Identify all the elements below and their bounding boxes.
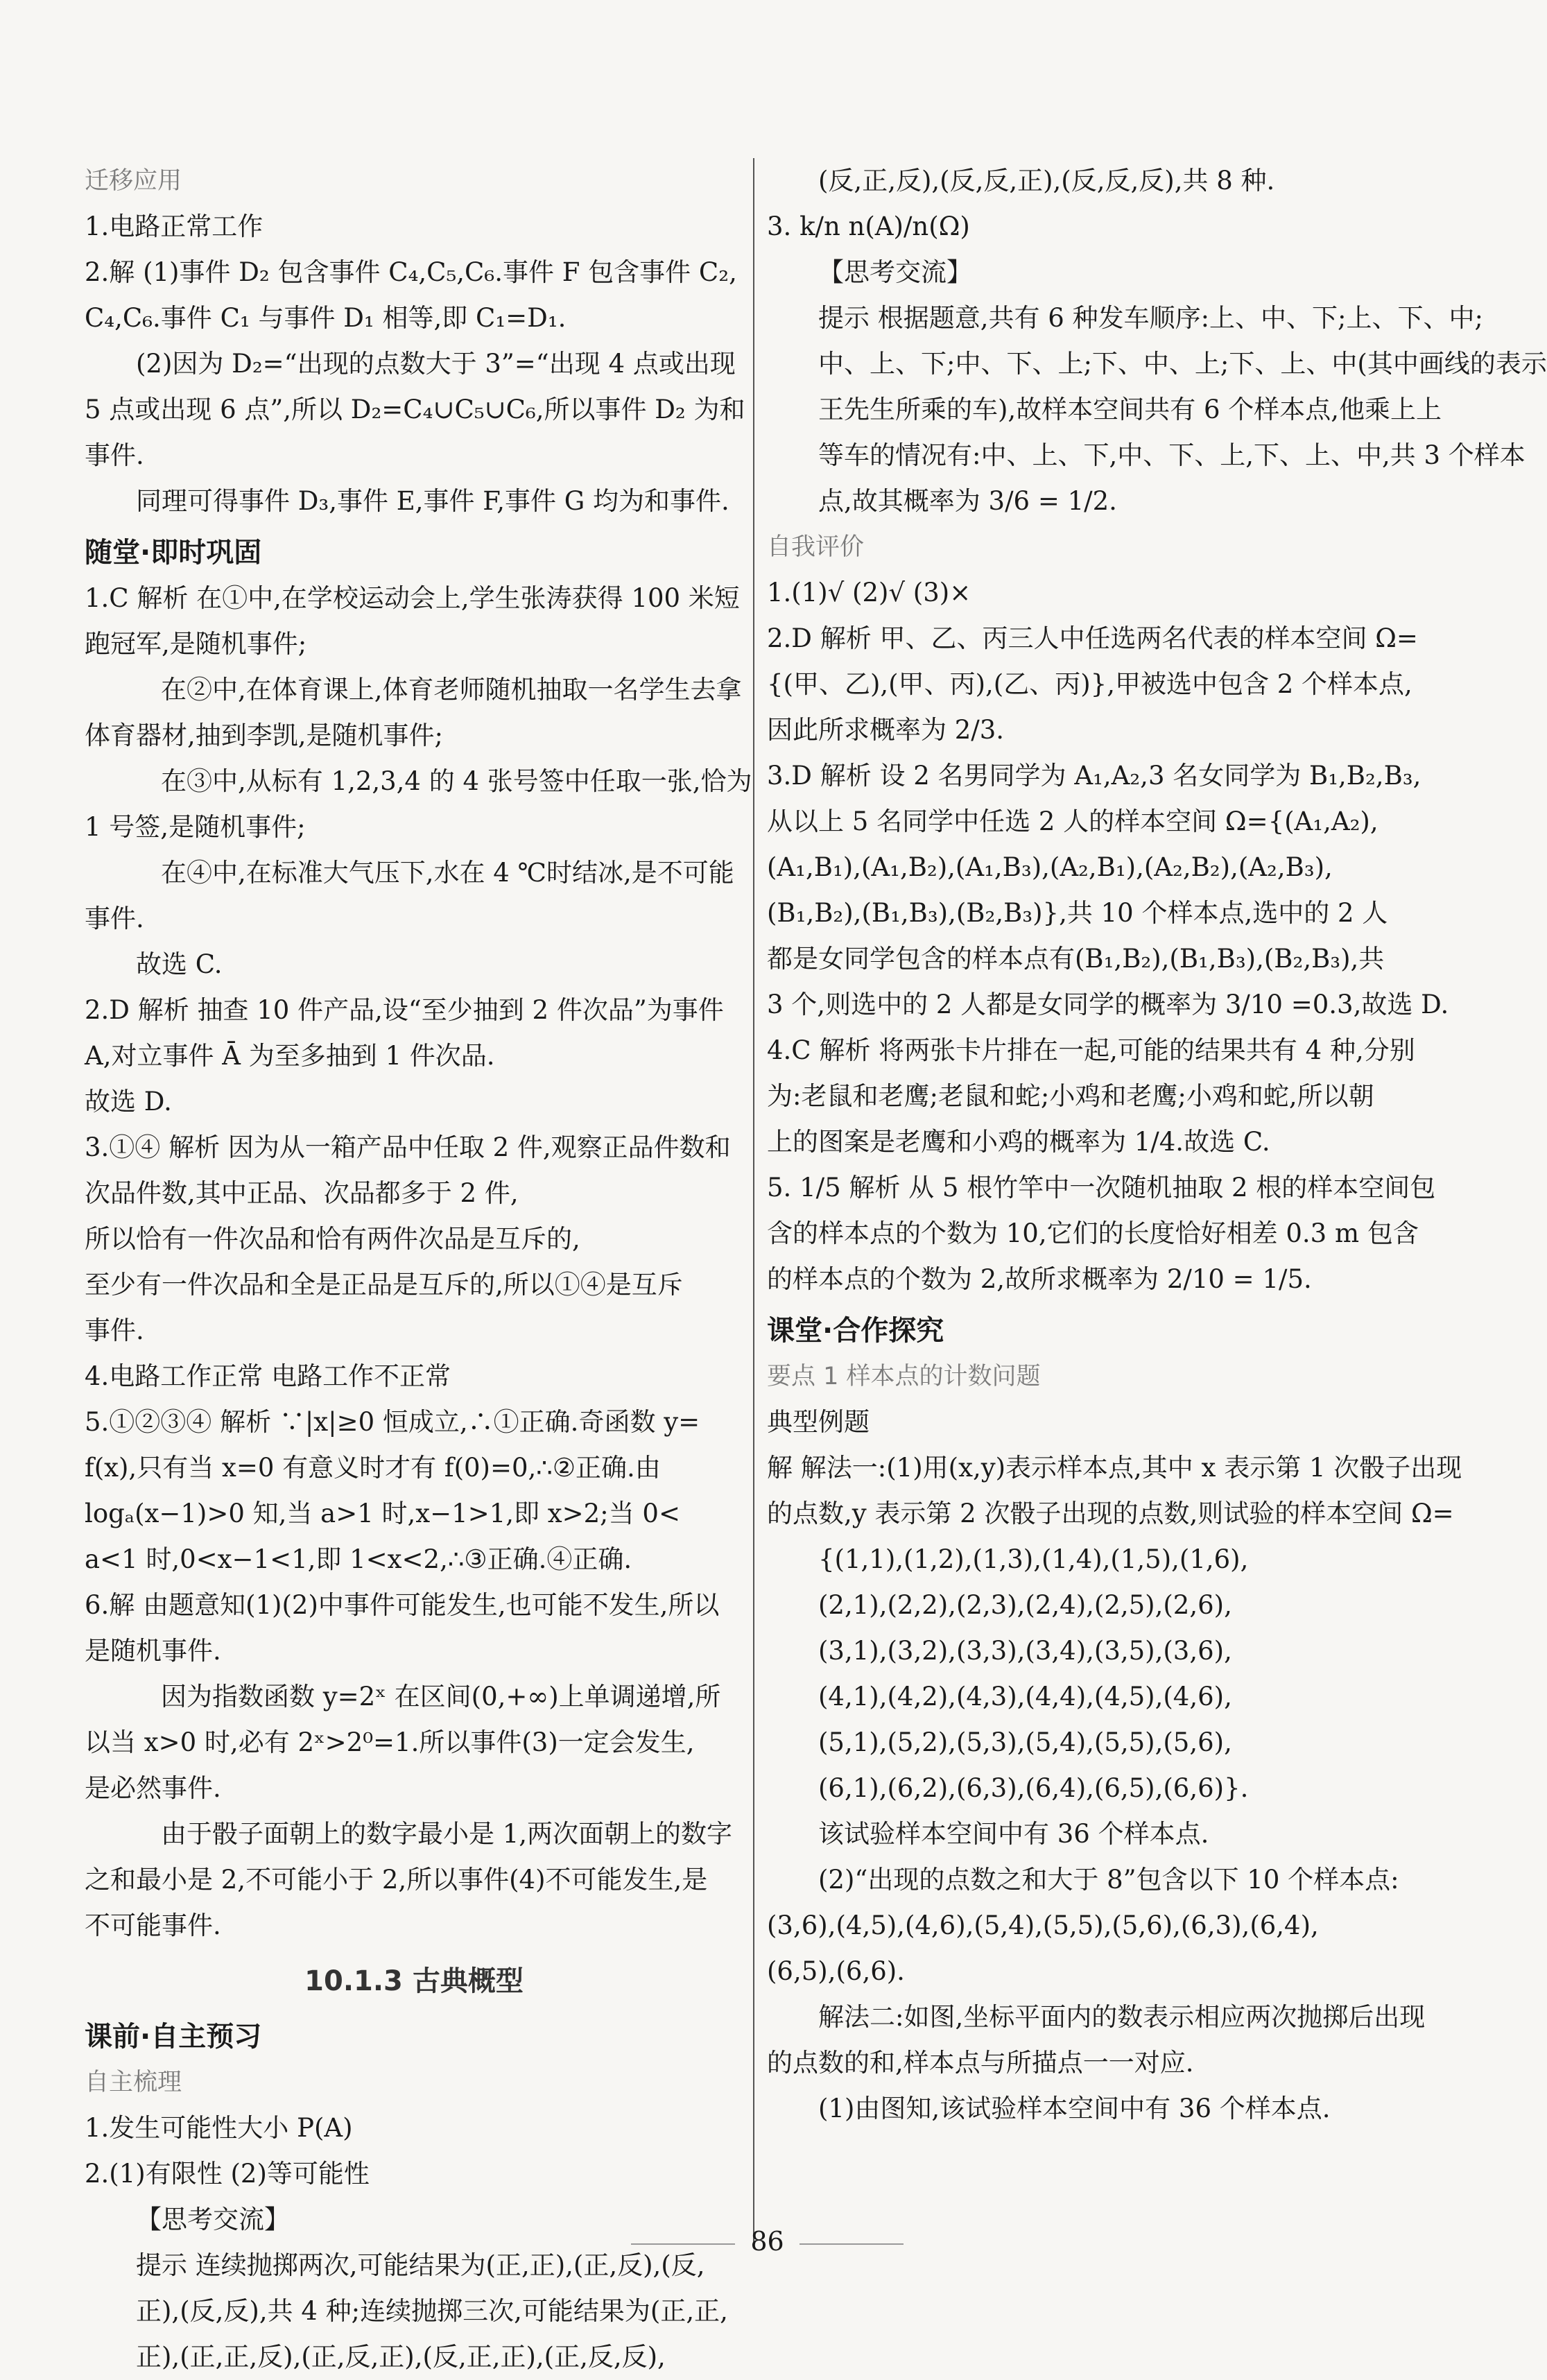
text-line: 2.D 解析 甲、乙、丙三人中任选两名代表的样本空间 Ω= <box>767 623 1418 653</box>
text-line: 正),(正,正,反),(正,反,正),(反,正,正),(正,反,反), <box>136 2342 666 2372</box>
page-number: 86 <box>750 2226 784 2257</box>
text-line: (3,1),(3,2),(3,3),(3,4),(3,5),(3,6), <box>818 1636 1232 1666</box>
text-line: 事件. <box>85 904 144 933</box>
text-line: (1)由图知,该试验样本空间中有 36 个样本点. <box>818 2094 1331 2123</box>
text-line: 2.D 解析 抽查 10 件产品,设“至少抽到 2 件次品”为事件 <box>85 995 724 1025</box>
text-line: 故选 C. <box>136 949 223 979</box>
text-line: 点,故其概率为 3/6 = 1/2. <box>818 486 1117 516</box>
text-line: (6,5),(6,6). <box>767 1956 905 1986</box>
text-line: 上的图案是老鹰和小鸡的概率为 1/4.故选 C. <box>767 1127 1270 1157</box>
text-line: 3.D 解析 设 2 名男同学为 A₁,A₂,3 名女同学为 B₁,B₂,B₃, <box>767 761 1421 791</box>
text-line: (6,1),(6,2),(6,3),(6,4),(6,5),(6,6)}. <box>818 1773 1249 1803</box>
chapter-title: 10.1.3 古典概型 <box>304 1965 524 1997</box>
text-line: 至少有一件次品和全是正品是互斥的,所以①④是互斥 <box>85 1270 683 1300</box>
text-line: 的样本点的个数为 2,故所求概率为 2/10 = 1/5. <box>767 1264 1312 1294</box>
text-line: 在②中,在体育课上,体育老师随机抽取一名学生去拿 <box>161 675 742 705</box>
text-line: 都是女同学包含的样本点有(B₁,B₂),(B₁,B₃),(B₂,B₃),共 <box>767 944 1385 974</box>
text-line: (2)因为 D₂=“出现的点数大于 3”=“出现 4 点或出现 <box>136 349 736 379</box>
subsection-label: 迁移应用 <box>85 167 182 195</box>
text-line: (反,正,反),(反,反,正),(反,反,反),共 8 种. <box>818 166 1275 196</box>
text-line: 次品件数,其中正品、次品都多于 2 件, <box>85 1178 519 1208</box>
text-line: 事件. <box>85 440 144 470</box>
text-line: 为:老鼠和老鹰;老鼠和蛇;小鸡和老鹰;小鸡和蛇,所以朝 <box>767 1081 1374 1111</box>
text-line: 故选 D. <box>85 1087 172 1116</box>
text-line: 3.①④ 解析 因为从一箱产品中任取 2 件,观察正品件数和 <box>85 1132 731 1162</box>
text-line: 所以恰有一件次品和恰有两件次品是互斥的, <box>85 1224 580 1254</box>
subsection-label: 要点 1 样本点的计数问题 <box>767 1363 1041 1390</box>
section-heading: 课堂·合作探究 <box>767 1315 944 1347</box>
section-heading: 随堂·即时巩固 <box>85 537 262 569</box>
text-line: {(甲、乙),(甲、丙),(乙、丙)},甲被选中包含 2 个样本点, <box>767 669 1412 699</box>
text-line: (2,1),(2,2),(2,3),(2,4),(2,5),(2,6), <box>818 1590 1232 1620</box>
text-line: (B₁,B₂),(B₁,B₃),(B₂,B₃)},共 10 个样本点,选中的 2 人 <box>767 898 1388 928</box>
text-line: 解 解法一:(1)用(x,y)表示样本点,其中 x 表示第 1 次骰子出现 <box>767 1453 1462 1483</box>
text-line: 以当 x>0 时,必有 2ˣ>2⁰=1.所以事件(3)一定会发生, <box>85 1727 695 1757</box>
text-line: 事件. <box>85 1316 144 1345</box>
left-column <box>85 158 752 2380</box>
text-line: 含的样本点的个数为 10,它们的长度恰好相差 0.3 m 包含 <box>767 1218 1419 1248</box>
text-line: (A₁,B₁),(A₁,B₂),(A₁,B₃),(A₂,B₁),(A₂,B₂),(A₂,B₃), <box>767 852 1333 882</box>
text-line: 2.解 (1)事件 D₂ 包含事件 C₄,C₅,C₆.事件 F 包含事件 C₂, <box>85 257 737 287</box>
text-line: 提示 连续抛掷两次,可能结果为(正,正),(正,反),(反, <box>136 2250 705 2280</box>
text-line: 3. k/n n(A)/n(Ω) <box>767 212 970 241</box>
text-line: f(x),只有当 x=0 有意义时才有 f(0)=0,∴②正确.由 <box>85 1453 661 1483</box>
text-line: 5. 1/5 解析 从 5 根竹竿中一次随机抽取 2 根的样本空间包 <box>767 1173 1436 1202</box>
text-line: 正),(反,反),共 4 种;连续抛掷三次,可能结果为(正,正, <box>136 2296 728 2326</box>
text-line: 5 点或出现 6 点”,所以 D₂=C₄∪C₅∪C₆,所以事件 D₂ 为和 <box>85 395 745 424</box>
text-line: (2)“出现的点数之和大于 8”包含以下 10 个样本点: <box>818 1865 1399 1895</box>
text-line: 在④中,在标准大气压下,水在 4 ℃时结冰,是不可能 <box>161 858 734 888</box>
text-line: 1.C 解析 在①中,在学校运动会上,学生张涛获得 100 米短 <box>85 583 740 613</box>
text-line: 之和最小是 2,不可能小于 2,所以事件(4)不可能发生,是 <box>85 1865 708 1895</box>
subsection-label: 自主梳理 <box>85 2069 182 2096</box>
text-line: 典型例题 <box>767 1407 870 1437</box>
text-line: C₄,C₆.事件 C₁ 与事件 D₁ 相等,即 C₁=D₁. <box>85 303 567 333</box>
text-line: 1 号签,是随机事件; <box>85 812 306 842</box>
footer-rule-left <box>631 2243 735 2245</box>
text-line: 1.(1)√ (2)√ (3)× <box>767 578 971 607</box>
right-column <box>767 158 1547 2132</box>
text-line: a<1 时,0<x−1<1,即 1<x<2,∴③正确.④正确. <box>85 1544 632 1574</box>
text-line: {(1,1),(1,2),(1,3),(1,4),(1,5),(1,6), <box>818 1544 1249 1574</box>
section-heading: 课前·自主预习 <box>85 2021 262 2053</box>
text-line: 2.(1)有限性 (2)等可能性 <box>85 2159 370 2189</box>
column-divider <box>753 158 754 2245</box>
text-line: 不可能事件. <box>85 1911 221 1940</box>
text-line: 【思考交流】 <box>818 257 972 287</box>
text-line: 解法二:如图,坐标平面内的数表示相应两次抛掷后出现 <box>818 2002 1426 2032</box>
text-line: 从以上 5 名同学中任选 2 人的样本空间 Ω={(A₁,A₂), <box>767 807 1379 836</box>
text-line: 在③中,从标有 1,2,3,4 的 4 张号签中任取一张,恰为 <box>161 766 752 796</box>
text-line: 同理可得事件 D₃,事件 E,事件 F,事件 G 均为和事件. <box>136 486 729 516</box>
text-line: 的点数,y 表示第 2 次骰子出现的点数,则试验的样本空间 Ω= <box>767 1499 1454 1528</box>
text-line: 【思考交流】 <box>136 2205 290 2234</box>
text-line: 等车的情况有:中、上、下,中、下、上,下、上、中,共 3 个样本 <box>818 440 1526 470</box>
text-line: (3,6),(4,5),(4,6),(5,4),(5,5),(5,6),(6,3),(6,4), <box>767 1911 1319 1940</box>
text-line: 的点数的和,样本点与所描点一一对应. <box>767 2048 1194 2078</box>
text-line: 是必然事件. <box>85 1773 221 1803</box>
text-line: 由于骰子面朝上的数字最小是 1,两次面朝上的数字 <box>161 1819 733 1849</box>
text-line: 跑冠军,是随机事件; <box>85 629 307 659</box>
text-line: logₐ(x−1)>0 知,当 a>1 时,x−1>1,即 x>2;当 0< <box>85 1499 680 1528</box>
text-line: 1.发生可能性大小 P(A) <box>85 2113 353 2143</box>
text-line: (5,1),(5,2),(5,3),(5,4),(5,5),(5,6), <box>818 1727 1232 1757</box>
text-line: A,对立事件 Ā 为至多抽到 1 件次品. <box>85 1041 495 1071</box>
text-line: 因此所求概率为 2/3. <box>767 715 1005 745</box>
text-line: 3 个,则选中的 2 人都是女同学的概率为 3/10 =0.3,故选 D. <box>767 990 1449 1019</box>
text-line: 4.电路工作正常 电路工作不正常 <box>85 1361 451 1391</box>
text-line: 5.①②③④ 解析 ∵|x|≥0 恒成立,∴①正确.奇函数 y= <box>85 1407 700 1437</box>
text-line: 该试验样本空间中有 36 个样本点. <box>818 1819 1209 1849</box>
subsection-label: 自我评价 <box>767 533 865 561</box>
text-line: 王先生所乘的车),故样本空间共有 6 个样本点,他乘上上 <box>818 395 1442 424</box>
footer-rule-right <box>800 2243 904 2245</box>
page-footer <box>0 2226 1535 2257</box>
text-line: 6.解 由题意知(1)(2)中事件可能发生,也可能不发生,所以 <box>85 1590 720 1620</box>
text-line: (4,1),(4,2),(4,3),(4,4),(4,5),(4,6), <box>818 1682 1232 1711</box>
text-line: 是随机事件. <box>85 1636 221 1666</box>
text-line: 4.C 解析 将两张卡片排在一起,可能的结果共有 4 种,分别 <box>767 1035 1415 1065</box>
text-line: 1.电路正常工作 <box>85 212 263 241</box>
text-line: 因为指数函数 y=2ˣ 在区间(0,+∞)上单调递增,所 <box>161 1682 721 1711</box>
text-line: 中、上、下;中、下、上;下、中、上;下、上、中(其中画线的表示 <box>818 349 1547 379</box>
text-line: 提示 根据题意,共有 6 种发车顺序:上、中、下;上、下、中; <box>818 303 1483 333</box>
text-line: 体育器材,抽到李凯,是随机事件; <box>85 721 443 750</box>
